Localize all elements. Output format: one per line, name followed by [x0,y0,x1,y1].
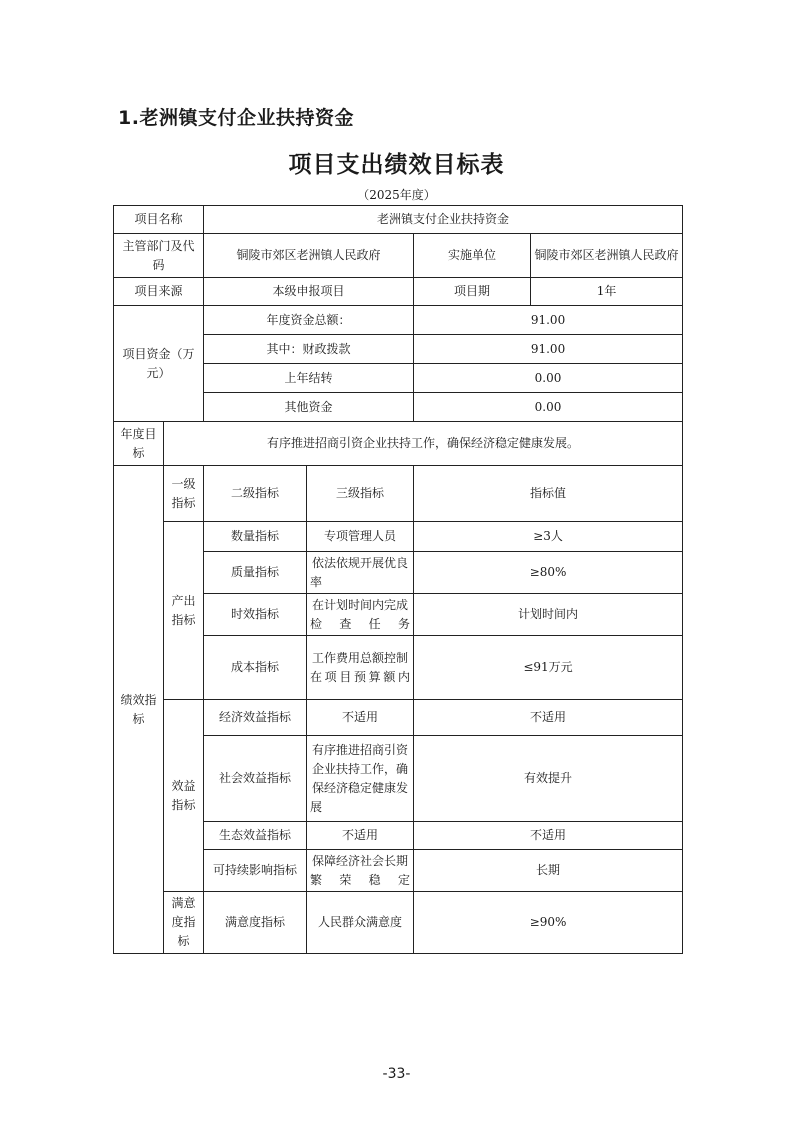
source-value: 本级申报项目 [204,278,414,306]
row-level3: 保障经济社会长期繁荣稳定 [307,850,414,892]
year-note: （2025年度） [357,188,436,202]
row-level3: 工作费用总额控制在项目预算额内 [307,636,414,700]
funds-total-label: 年度资金总额： [204,306,414,335]
funds-fiscal-value: 91.00 [414,335,683,364]
dept-value: 铜陵市郊区老洲镇人民政府 [204,234,414,278]
funds-other-value: 0.00 [414,393,683,422]
period-label: 项目期 [414,278,531,306]
row-level3: 专项管理人员 [307,522,414,552]
output-label: 产出指标 [164,522,204,700]
section-heading: 1.老洲镇支付企业扶持资金 [118,107,354,129]
table-title: 项目支出绩效目标表 [288,152,505,178]
row-level3: 不适用 [307,822,414,850]
row-level3: 依法依规开展优良率 [307,552,414,594]
row-level2: 可持续影响指标 [204,850,307,892]
perf-label: 绩效指标 [114,466,164,954]
row-level2: 时效指标 [204,594,307,636]
row-value: 不适用 [414,822,683,850]
benefit-label: 效益指标 [164,700,204,892]
header-level1: 一级指标 [164,466,204,522]
goal-label: 年度目标 [114,422,164,466]
impl-value: 铜陵市郊区老洲镇人民政府 [531,234,683,278]
row-value: 计划时间内 [414,594,683,636]
row-value: ≤91万元 [414,636,683,700]
row-value: 长期 [414,850,683,892]
row-level3: 不适用 [307,700,414,736]
funds-carry-label: 上年结转 [204,364,414,393]
header-value: 指标值 [414,466,683,522]
funds-other-label: 其他资金 [204,393,414,422]
funds-label: 项目资金（万元） [114,306,204,422]
header-level3: 三级指标 [307,466,414,522]
row-level3: 有序推进招商引资企业扶持工作，确保经济稳定健康发展 [307,736,414,822]
project-name-label: 项目名称 [114,206,204,234]
page-number: -33- [382,1066,411,1082]
goal-text: 有序推进招商引资企业扶持工作，确保经济稳定健康发展。 [164,422,683,466]
row-level3: 人民群众满意度 [307,892,414,954]
row-value: ≥80% [414,552,683,594]
performance-table [113,205,683,954]
funds-carry-value: 0.00 [414,364,683,393]
row-level2: 社会效益指标 [204,736,307,822]
satisfaction-label: 满意度指标 [164,892,204,954]
source-label: 项目来源 [114,278,204,306]
row-value: 不适用 [414,700,683,736]
dept-label: 主管部门及代码 [114,234,204,278]
row-level2: 生态效益指标 [204,822,307,850]
row-level2: 满意度指标 [204,892,307,954]
header-level2: 二级指标 [204,466,307,522]
row-value: ≥90% [414,892,683,954]
row-level2: 经济效益指标 [204,700,307,736]
row-level2: 成本指标 [204,636,307,700]
impl-label: 实施单位 [414,234,531,278]
row-level3: 在计划时间内完成检查任务 [307,594,414,636]
period-value: 1年 [531,278,683,306]
row-value: 有效提升 [414,736,683,822]
funds-fiscal-label: 其中：财政拨款 [204,335,414,364]
row-level2: 质量指标 [204,552,307,594]
funds-total-value: 91.00 [414,306,683,335]
row-level2: 数量指标 [204,522,307,552]
row-value: ≥3人 [414,522,683,552]
project-name-value: 老洲镇支付企业扶持资金 [204,206,683,234]
